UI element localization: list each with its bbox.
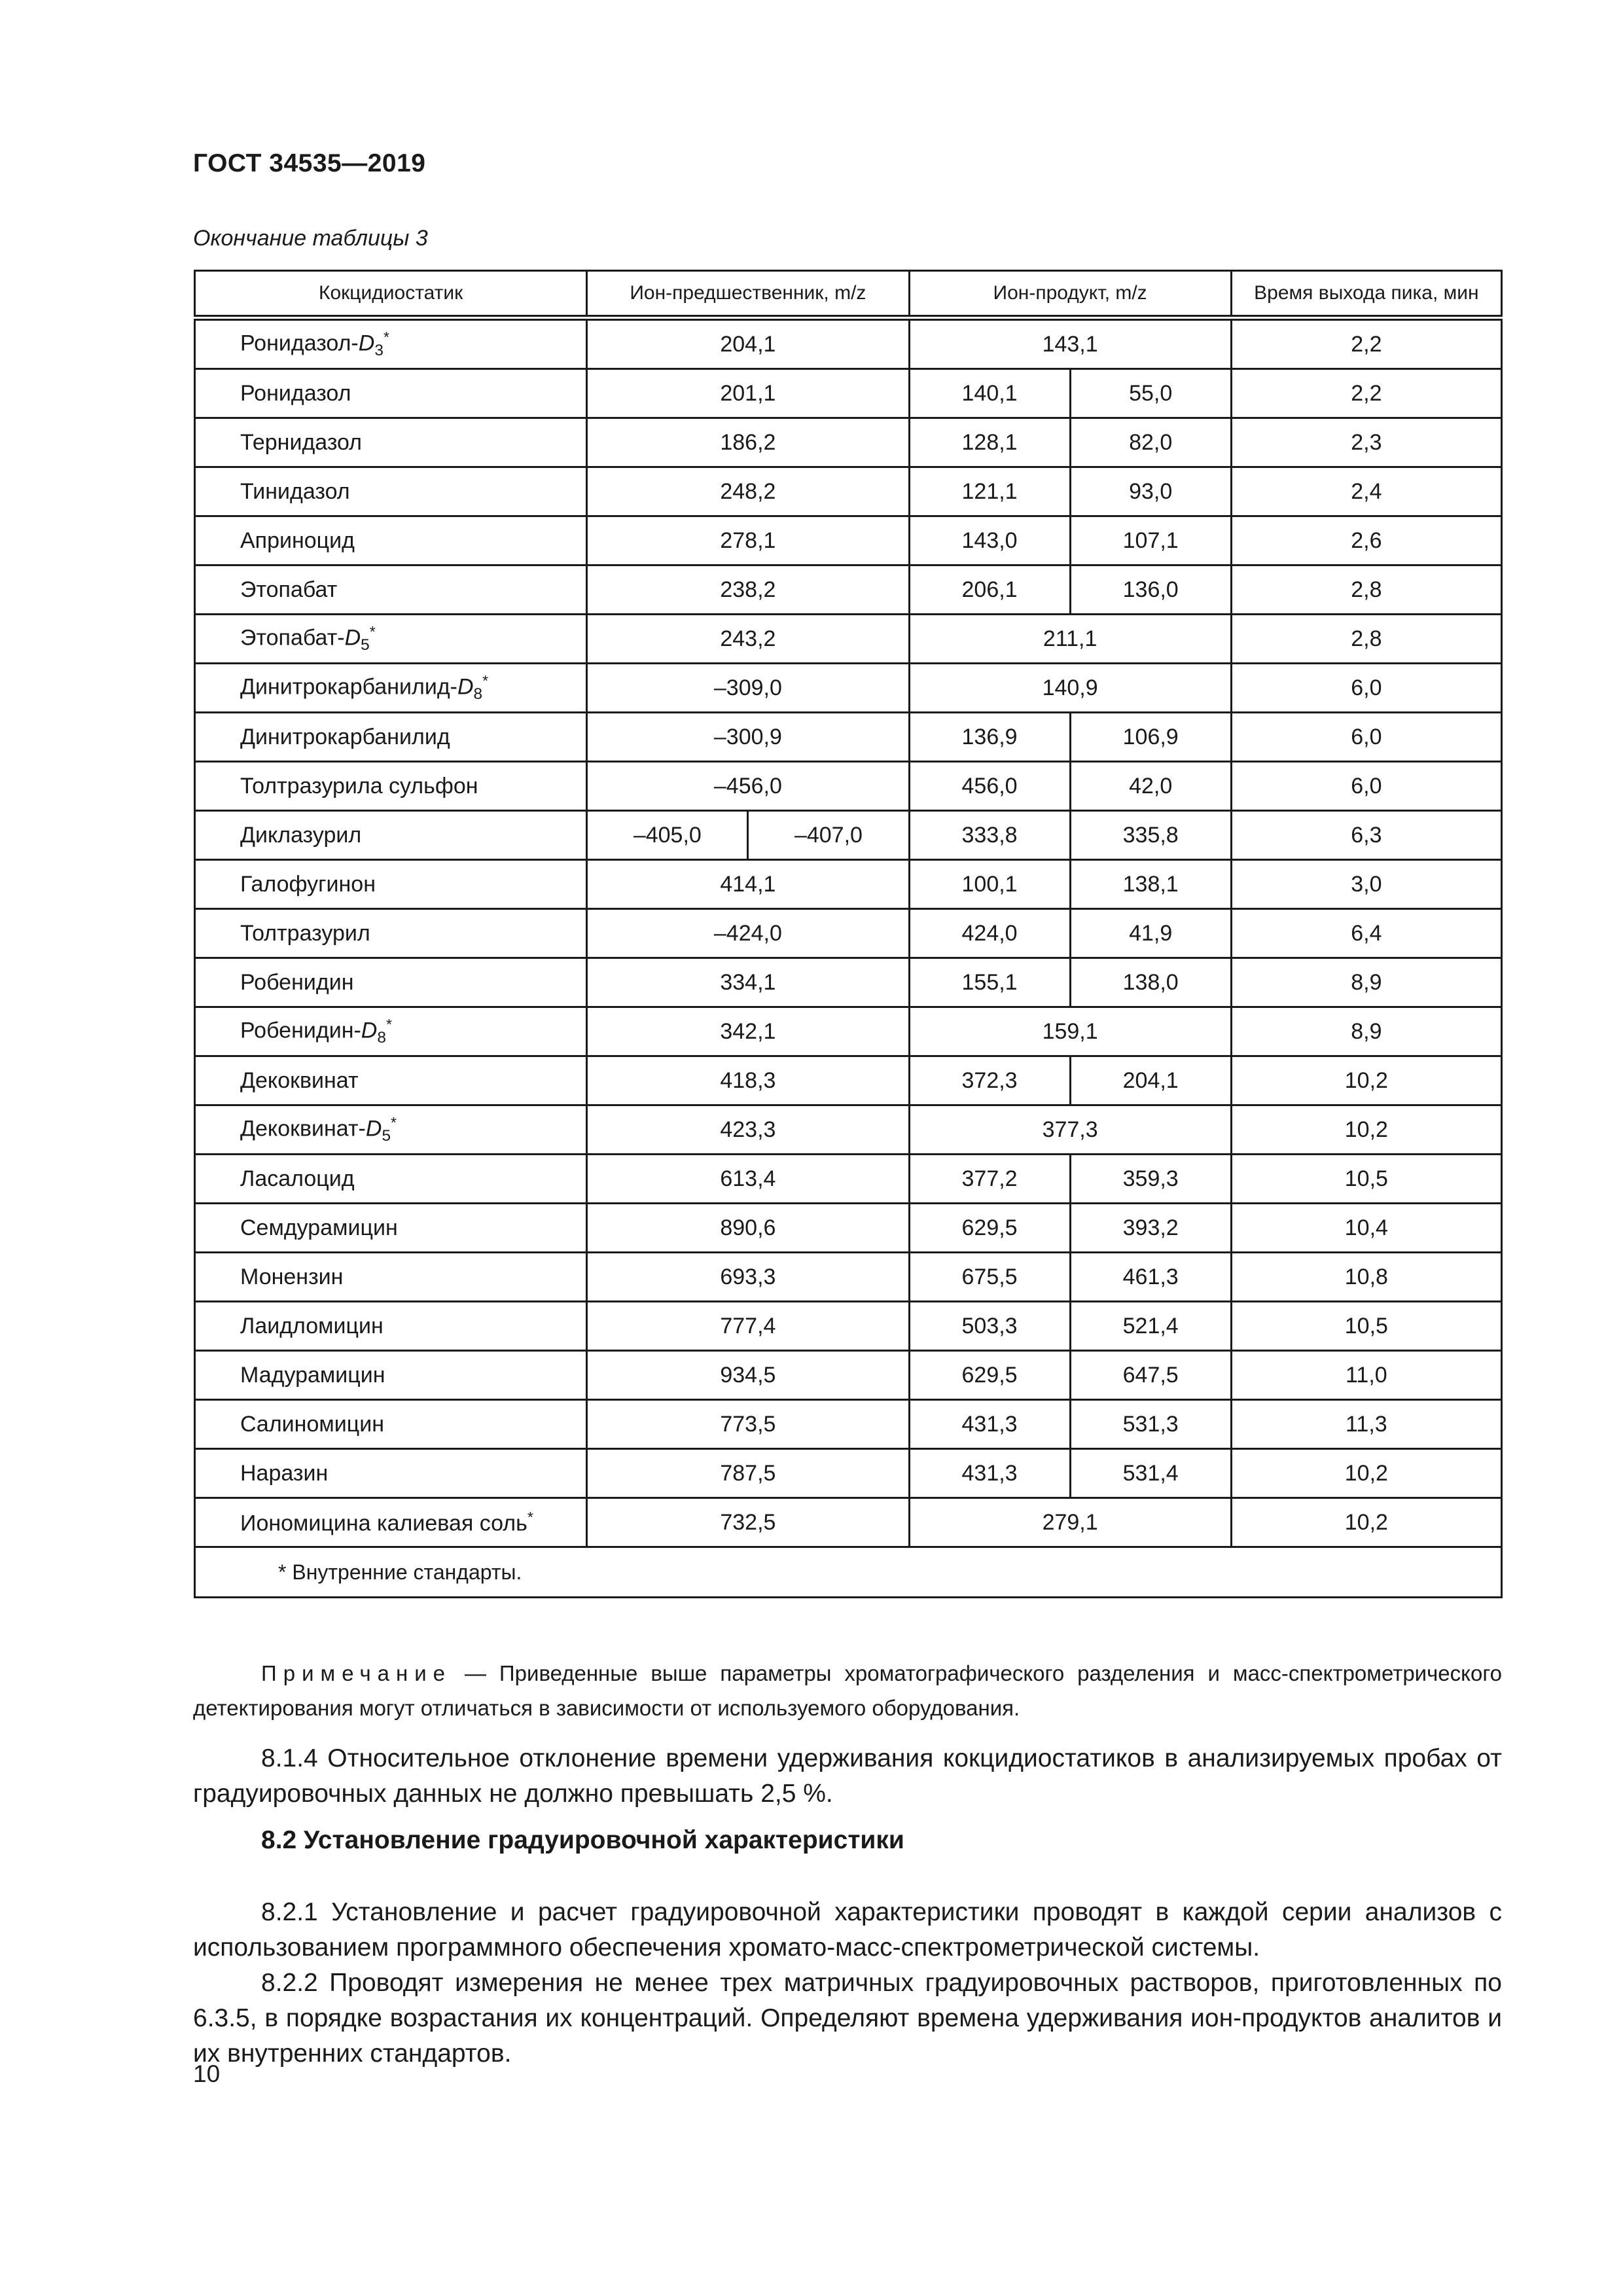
product-ion-cell: 647,5 bbox=[1070, 1351, 1231, 1400]
precursor-ion-cell: 248,2 bbox=[587, 467, 909, 516]
table-row bbox=[195, 1351, 1502, 1400]
compound-name: Лаидломицин bbox=[240, 1313, 383, 1338]
paragraph-8-1-4 bbox=[193, 1741, 1502, 1812]
retention-time-cell: 10,4 bbox=[1231, 1204, 1501, 1253]
note-text: — Приведенные выше параметры хроматографического разделения и масс-спектрометрического детектирования могут отличаться в зависимости от используемого оборудования. bbox=[193, 1661, 1502, 1720]
retention-time-cell: 2,8 bbox=[1231, 565, 1501, 615]
isotope-count: 5 bbox=[361, 636, 370, 655]
table-row bbox=[195, 1449, 1502, 1498]
precursor-ion-cell: 201,1 bbox=[587, 369, 909, 418]
retention-time-cell: 10,2 bbox=[1231, 1105, 1501, 1155]
precursor-ion-cell: 204,1 bbox=[587, 318, 909, 369]
product-ion-cell: 456,0 bbox=[909, 762, 1070, 811]
compound-name-cell bbox=[195, 369, 587, 418]
table-caption: Окончание таблицы 3 bbox=[193, 226, 428, 251]
product-ion-cell: 93,0 bbox=[1070, 467, 1231, 516]
product-ion-cell: 279,1 bbox=[909, 1498, 1231, 1547]
compound-name-cell bbox=[195, 811, 587, 860]
table-row bbox=[195, 909, 1502, 958]
product-ion-cell: 155,1 bbox=[909, 958, 1070, 1007]
compound-name: Толтразурила сульфон bbox=[240, 773, 478, 798]
column-header: Время выхода пика, мин bbox=[1231, 271, 1501, 318]
paragraph-text: 8.2.2 Проводят измерения не менее трех матричных градуировочных растворов, приготовленных по 6.3.5, в порядке возрастания их концентраций. Определяют времена удерживания ион-продуктов аналитов и их внутренних стандартов. bbox=[193, 1969, 1502, 2068]
retention-time-cell: 2,6 bbox=[1231, 516, 1501, 565]
internal-standard-mark: * bbox=[369, 622, 376, 640]
isotope-label: D bbox=[365, 1116, 382, 1141]
table-row bbox=[195, 1253, 1502, 1302]
compound-name: Робенидин- bbox=[240, 1018, 361, 1043]
compound-name: Ронидазол- bbox=[240, 331, 359, 356]
internal-standard-mark: * bbox=[482, 672, 489, 689]
table-header-row bbox=[195, 271, 1502, 318]
precursor-ion-cell: –300,9 bbox=[587, 713, 909, 762]
compound-name-cell bbox=[195, 1155, 587, 1204]
retention-time-cell: 2,8 bbox=[1231, 615, 1501, 664]
table-row bbox=[195, 318, 1502, 369]
product-ion-cell: 424,0 bbox=[909, 909, 1070, 958]
isotope-count: 8 bbox=[473, 685, 483, 704]
product-ion-cell: 143,0 bbox=[909, 516, 1070, 565]
isotope-label: D bbox=[361, 1018, 378, 1043]
product-ion-cell: 431,3 bbox=[909, 1400, 1070, 1449]
product-ion-cell: 121,1 bbox=[909, 467, 1070, 516]
standard-code: ГОСТ 34535—2019 bbox=[193, 149, 426, 177]
compound-name-cell bbox=[195, 1007, 587, 1056]
table-footnote: * Внутренние стандарты. bbox=[195, 1547, 1502, 1598]
precursor-ion-cell: 278,1 bbox=[587, 516, 909, 565]
table-note bbox=[193, 1656, 1502, 1725]
product-ion-cell: 107,1 bbox=[1070, 516, 1231, 565]
isotope-count: 3 bbox=[374, 342, 383, 360]
compound-name-cell bbox=[195, 1302, 587, 1351]
internal-standard-mark: * bbox=[391, 1113, 397, 1131]
paragraph-text: 8.1.4 Относительное отклонение времени удерживания кокцидиостатиков в анализируемых пробах от градуировочных данных не должно превышать 2,5 %. bbox=[193, 1744, 1502, 1808]
retention-time-cell: 10,2 bbox=[1231, 1498, 1501, 1547]
internal-standard-mark: * bbox=[385, 1015, 392, 1033]
compound-name: Салиномицин bbox=[240, 1411, 384, 1437]
compound-name-cell bbox=[195, 762, 587, 811]
product-ion-cell: 211,1 bbox=[909, 615, 1231, 664]
retention-time-cell: 10,5 bbox=[1231, 1302, 1501, 1351]
product-ion-cell: 42,0 bbox=[1070, 762, 1231, 811]
product-ion-cell: 503,3 bbox=[909, 1302, 1070, 1351]
isotope-count: 5 bbox=[382, 1127, 391, 1145]
product-ion-cell: 82,0 bbox=[1070, 418, 1231, 467]
product-ion-cell: 138,1 bbox=[1070, 860, 1231, 909]
table-row bbox=[195, 565, 1502, 615]
precursor-ion-cell: 414,1 bbox=[587, 860, 909, 909]
table-row bbox=[195, 1204, 1502, 1253]
compound-name-cell bbox=[195, 1449, 587, 1498]
product-ion-cell: 531,3 bbox=[1070, 1400, 1231, 1449]
retention-time-cell: 8,9 bbox=[1231, 1007, 1501, 1056]
table-row bbox=[195, 418, 1502, 467]
precursor-ion-cell: 418,3 bbox=[587, 1056, 909, 1105]
table-row bbox=[195, 1302, 1502, 1351]
isotope-label: D bbox=[358, 331, 375, 356]
isotope-count: 8 bbox=[377, 1029, 386, 1047]
precursor-ion-cell: –456,0 bbox=[587, 762, 909, 811]
product-ion-cell: 431,3 bbox=[909, 1449, 1070, 1498]
precursor-ion-cell: 342,1 bbox=[587, 1007, 909, 1056]
product-ion-cell: 100,1 bbox=[909, 860, 1070, 909]
precursor-ion-cell: 890,6 bbox=[587, 1204, 909, 1253]
table-row bbox=[195, 1400, 1502, 1449]
retention-time-cell: 10,8 bbox=[1231, 1253, 1501, 1302]
compound-name: Динитрокарбанилид bbox=[240, 724, 450, 749]
retention-time-cell: 2,2 bbox=[1231, 369, 1501, 418]
retention-time-cell: 8,9 bbox=[1231, 958, 1501, 1007]
product-ion-cell: 140,1 bbox=[909, 369, 1070, 418]
compound-name: Этопабат bbox=[240, 577, 338, 602]
compound-name-cell bbox=[195, 1351, 587, 1400]
compound-name: Диклазурил bbox=[240, 822, 362, 848]
compound-name-cell bbox=[195, 418, 587, 467]
compound-name: Декоквинат- bbox=[240, 1116, 366, 1141]
table-row bbox=[195, 369, 1502, 418]
precursor-ion-cell: 238,2 bbox=[587, 565, 909, 615]
compound-name-cell bbox=[195, 318, 587, 369]
compound-name: Тернидазол bbox=[240, 429, 363, 455]
retention-time-cell: 11,0 bbox=[1231, 1351, 1501, 1400]
isotope-label: D bbox=[457, 674, 474, 700]
compound-name-cell bbox=[195, 713, 587, 762]
compound-name: Семдурамицин bbox=[240, 1215, 398, 1240]
section-heading-8-2: 8.2 Установление градуировочной характеристики bbox=[261, 1826, 904, 1854]
product-ion-cell: 335,8 bbox=[1070, 811, 1231, 860]
retention-time-cell: 6,0 bbox=[1231, 664, 1501, 713]
compound-name-cell bbox=[195, 909, 587, 958]
compound-name: Толтразурил bbox=[240, 920, 370, 946]
note-label: Примечание bbox=[261, 1661, 452, 1685]
product-ion-cell: 204,1 bbox=[1070, 1056, 1231, 1105]
precursor-ion-cell: –424,0 bbox=[587, 909, 909, 958]
product-ion-cell: 629,5 bbox=[909, 1351, 1070, 1400]
table-row bbox=[195, 860, 1502, 909]
paragraph-8-2-2 bbox=[193, 1965, 1502, 2072]
precursor-ion-cell: 186,2 bbox=[587, 418, 909, 467]
precursor-ion-cell: 243,2 bbox=[587, 615, 909, 664]
precursor-ion-cell: 732,5 bbox=[587, 1498, 909, 1547]
precursor-ion-cell: 334,1 bbox=[587, 958, 909, 1007]
retention-time-cell: 6,3 bbox=[1231, 811, 1501, 860]
table-row bbox=[195, 811, 1502, 860]
compound-name-cell bbox=[195, 860, 587, 909]
product-ion-cell: 159,1 bbox=[909, 1007, 1231, 1056]
compound-name-cell bbox=[195, 1498, 587, 1547]
precursor-ion-cell: 777,4 bbox=[587, 1302, 909, 1351]
precursor-ion-cell: –405,0 bbox=[587, 811, 748, 860]
paragraph-8-2-1 bbox=[193, 1895, 1502, 1965]
table-row bbox=[195, 1007, 1502, 1056]
retention-time-cell: 2,2 bbox=[1231, 318, 1501, 369]
retention-time-cell: 10,5 bbox=[1231, 1155, 1501, 1204]
compound-name: Монензин bbox=[240, 1264, 344, 1289]
compound-name-cell bbox=[195, 1400, 587, 1449]
isotope-label: D bbox=[344, 625, 361, 651]
column-header: Кокцидиостатик bbox=[195, 271, 587, 318]
compound-name: Робенидин bbox=[240, 969, 354, 995]
compound-name: Этопабат- bbox=[240, 625, 345, 651]
compound-name-cell bbox=[195, 615, 587, 664]
coccidiostat-table bbox=[194, 270, 1503, 1598]
product-ion-cell: 372,3 bbox=[909, 1056, 1070, 1105]
retention-time-cell: 6,4 bbox=[1231, 909, 1501, 958]
table-row bbox=[195, 664, 1502, 713]
internal-standard-mark: * bbox=[527, 1508, 533, 1526]
compound-name-cell bbox=[195, 1056, 587, 1105]
precursor-ion-cell: 613,4 bbox=[587, 1155, 909, 1204]
compound-name: Мадурамицин bbox=[240, 1362, 385, 1388]
product-ion-cell: 531,4 bbox=[1070, 1449, 1231, 1498]
product-ion-cell: 206,1 bbox=[909, 565, 1070, 615]
compound-name-cell bbox=[195, 467, 587, 516]
precursor-ion-cell: –407,0 bbox=[748, 811, 909, 860]
product-ion-cell: 521,4 bbox=[1070, 1302, 1231, 1351]
compound-name: Наразин bbox=[240, 1460, 329, 1486]
table-row bbox=[195, 1056, 1502, 1105]
table-row bbox=[195, 1105, 1502, 1155]
column-header: Ион-продукт, m/z bbox=[909, 271, 1231, 318]
table-row bbox=[195, 713, 1502, 762]
retention-time-cell: 10,2 bbox=[1231, 1449, 1501, 1498]
product-ion-cell: 377,2 bbox=[909, 1155, 1070, 1204]
retention-time-cell: 3,0 bbox=[1231, 860, 1501, 909]
retention-time-cell: 6,0 bbox=[1231, 713, 1501, 762]
compound-name-cell bbox=[195, 516, 587, 565]
compound-name-cell bbox=[195, 664, 587, 713]
internal-standard-mark: * bbox=[383, 328, 389, 346]
compound-name: Динитрокарбанилид- bbox=[240, 674, 457, 700]
product-ion-cell: 377,3 bbox=[909, 1105, 1231, 1155]
product-ion-cell: 629,5 bbox=[909, 1204, 1070, 1253]
compound-name: Декоквинат bbox=[240, 1067, 359, 1093]
retention-time-cell: 2,4 bbox=[1231, 467, 1501, 516]
compound-name: Иономицина калиевая соль bbox=[240, 1511, 527, 1536]
table-row bbox=[195, 516, 1502, 565]
product-ion-cell: 359,3 bbox=[1070, 1155, 1231, 1204]
precursor-ion-cell: 934,5 bbox=[587, 1351, 909, 1400]
compound-name-cell bbox=[195, 1105, 587, 1155]
table-body bbox=[195, 318, 1502, 1547]
column-header: Ион-предшественник, m/z bbox=[587, 271, 909, 318]
product-ion-cell: 128,1 bbox=[909, 418, 1070, 467]
table-row bbox=[195, 958, 1502, 1007]
precursor-ion-cell: –309,0 bbox=[587, 664, 909, 713]
table-row bbox=[195, 1498, 1502, 1547]
retention-time-cell: 6,0 bbox=[1231, 762, 1501, 811]
compound-name: Ласалоцид bbox=[240, 1166, 355, 1191]
table-row bbox=[195, 762, 1502, 811]
product-ion-cell: 461,3 bbox=[1070, 1253, 1231, 1302]
table-row bbox=[195, 615, 1502, 664]
compound-name: Галофугинон bbox=[240, 871, 376, 897]
product-ion-cell: 333,8 bbox=[909, 811, 1070, 860]
page-number: 10 bbox=[193, 2060, 221, 2087]
table-row bbox=[195, 1155, 1502, 1204]
compound-name-cell bbox=[195, 1204, 587, 1253]
retention-time-cell: 11,3 bbox=[1231, 1400, 1501, 1449]
compound-name: Тинидазол bbox=[240, 478, 350, 504]
precursor-ion-cell: 693,3 bbox=[587, 1253, 909, 1302]
compound-name-cell bbox=[195, 1253, 587, 1302]
product-ion-cell: 138,0 bbox=[1070, 958, 1231, 1007]
precursor-ion-cell: 423,3 bbox=[587, 1105, 909, 1155]
product-ion-cell: 143,1 bbox=[909, 318, 1231, 369]
table-row bbox=[195, 467, 1502, 516]
compound-name-cell bbox=[195, 565, 587, 615]
product-ion-cell: 393,2 bbox=[1070, 1204, 1231, 1253]
product-ion-cell: 106,9 bbox=[1070, 713, 1231, 762]
product-ion-cell: 55,0 bbox=[1070, 369, 1231, 418]
retention-time-cell: 2,3 bbox=[1231, 418, 1501, 467]
compound-name: Ронидазол bbox=[240, 380, 351, 406]
compound-name-cell bbox=[195, 958, 587, 1007]
product-ion-cell: 136,0 bbox=[1070, 565, 1231, 615]
product-ion-cell: 41,9 bbox=[1070, 909, 1231, 958]
paragraph-text: 8.2.1 Установление и расчет градуировочной характеристики проводят в каждой серии анализов с использованием программного обеспечения хромато-масс-спектрометрической системы. bbox=[193, 1898, 1502, 1962]
product-ion-cell: 140,9 bbox=[909, 664, 1231, 713]
retention-time-cell: 10,2 bbox=[1231, 1056, 1501, 1105]
product-ion-cell: 675,5 bbox=[909, 1253, 1070, 1302]
product-ion-cell: 136,9 bbox=[909, 713, 1070, 762]
compound-name: Априноцид bbox=[240, 528, 355, 553]
precursor-ion-cell: 787,5 bbox=[587, 1449, 909, 1498]
table-footnote-row bbox=[195, 1547, 1502, 1598]
precursor-ion-cell: 773,5 bbox=[587, 1400, 909, 1449]
